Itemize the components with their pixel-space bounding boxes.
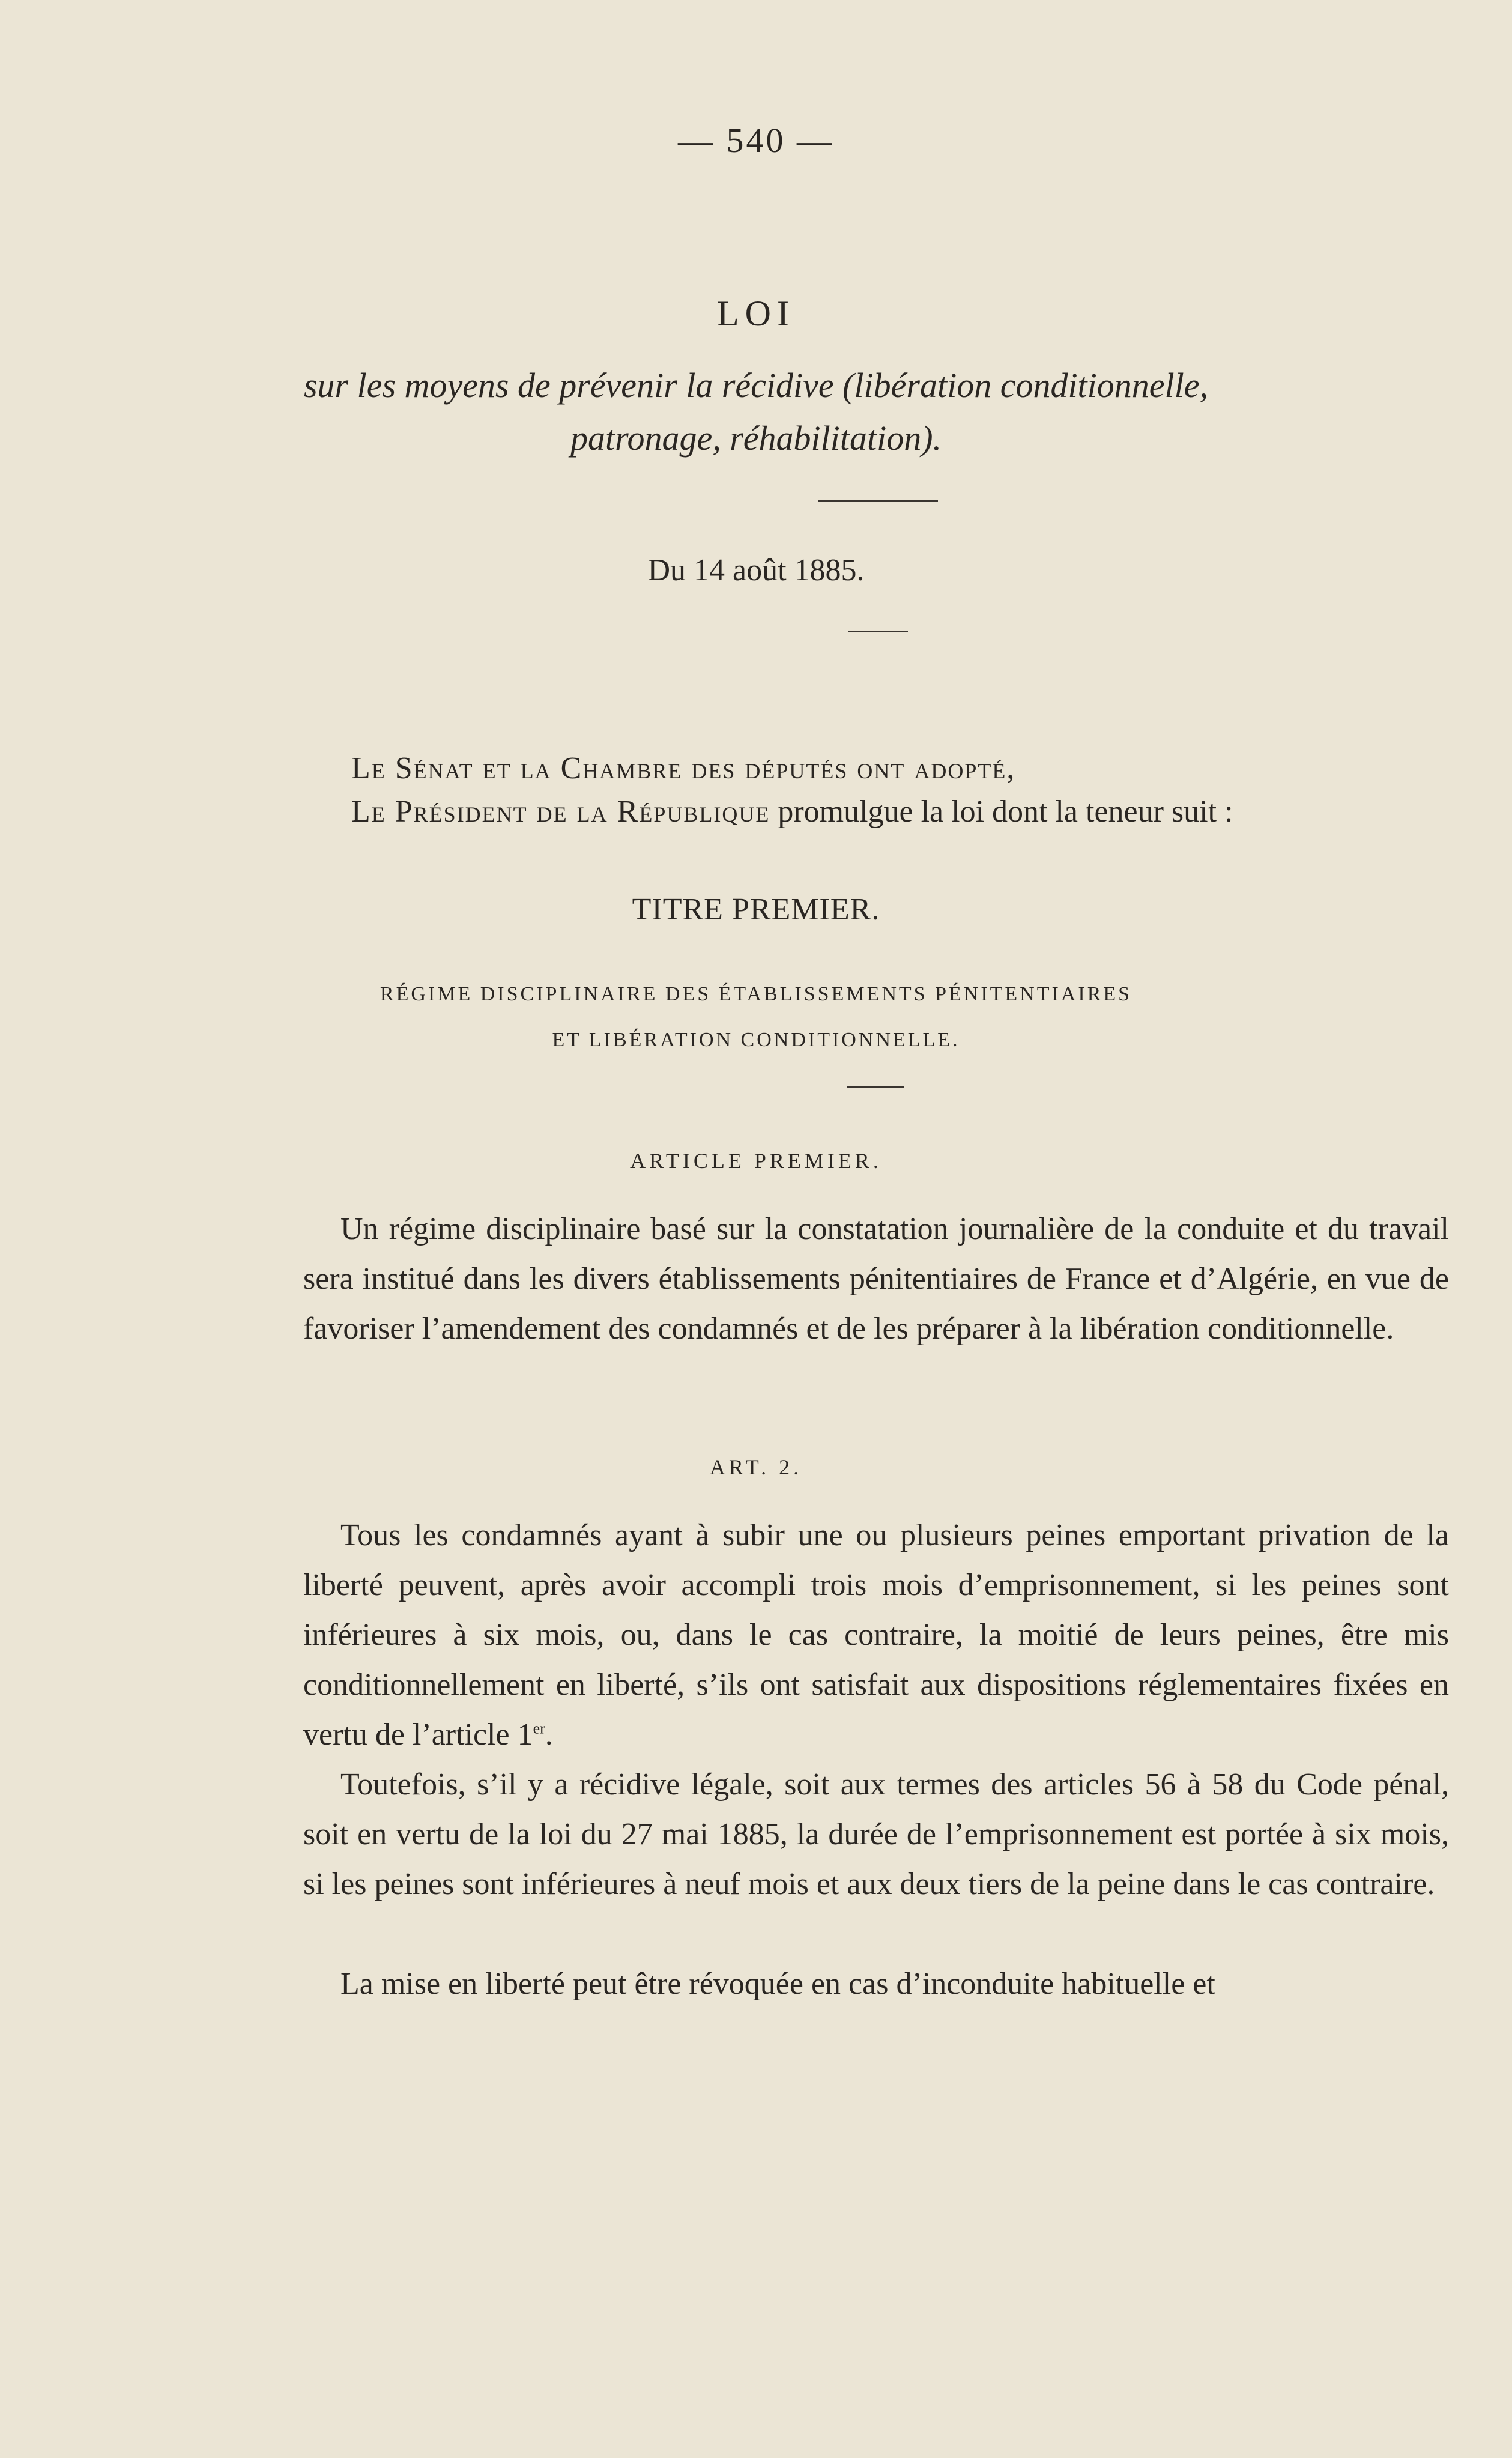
article-2-paragraph-3: La mise en liberté peut être révoquée en cas d’inconduite habituelle et: [340, 1967, 1215, 2001]
law-heading: LOI: [717, 294, 795, 333]
titre-subtitle-line-2: ET LIBÉRATION CONDITIONNELLE.: [552, 1029, 960, 1051]
separator-rule: [818, 500, 938, 502]
article-1-heading: ARTICLE PREMIER.: [630, 1149, 882, 1173]
enactment-line-1: Le Sénat et la Chambre des députés ont adopté,: [351, 751, 1016, 786]
article-2-paragraph-2: Toutefois, s’il y a récidive légale, soit aux termes des articles 56 à 58 du Code pénal, soit en vertu de la loi du 27 mai 1885, la durée de l’emprisonnement est portée à six mois, si les peines sont inférieures à neuf mois et aux deux tiers de la peine dans le cas contraire.: [303, 1767, 1449, 1901]
titre-heading: TITRE PREMIER.: [632, 892, 880, 927]
article-2-paragraph-1-end: .: [545, 1718, 553, 1752]
article-ordinal-suffix: er: [533, 1719, 545, 1737]
article-1-paragraph: Un régime disciplinaire basé sur la constatation journalière de la conduite et du travail sera institué dans les divers établissements pénitentiaires de France et d’Algérie, en vue de favoriser l’amendement des condamnés et de les préparer à la libération conditionnelle.: [303, 1212, 1449, 1346]
enactment-president: Le Président de la République: [351, 795, 770, 829]
titre-subtitle-line-1: RÉGIME DISCIPLINAIRE DES ÉTABLISSEMENTS PÉNITENTIAIRES: [380, 983, 1132, 1005]
enactment-line-2: [351, 794, 1456, 829]
law-subtitle-line-2: patronage, réhabilitation).: [570, 419, 942, 458]
law-subtitle: [0, 359, 1512, 465]
law-date: Du 14 août 1885.: [647, 553, 865, 587]
article-2-paragraph-1: [303, 1510, 1449, 1760]
separator-rule-titre: [847, 1086, 904, 1088]
article-2-heading: ART. 2.: [709, 1455, 803, 1479]
enactment-promulgation: promulgue la loi dont la teneur suit :: [770, 795, 1233, 829]
article-2-paragraph-1-text: Tous les condamnés ayant à subir une ou plusieurs peines emportant privation de la liberté peuvent, après avoir accompli trois mois d’emprisonnement, si les peines sont inférieures à six mois, ou, dans le cas contraire, la moitié de leurs peines, être mis conditionnellement en liberté, s’ils ont satisfait aux dispositions réglementaires fixées en vertu de l’article 1: [303, 1518, 1449, 1752]
law-subtitle-line-1: sur les moyens de prévenir la récidive (libération conditionnelle,: [303, 366, 1209, 405]
page-number: — 540 —: [678, 121, 834, 160]
separator-rule-short: [848, 631, 908, 632]
titre-subtitle: [0, 972, 1512, 1063]
